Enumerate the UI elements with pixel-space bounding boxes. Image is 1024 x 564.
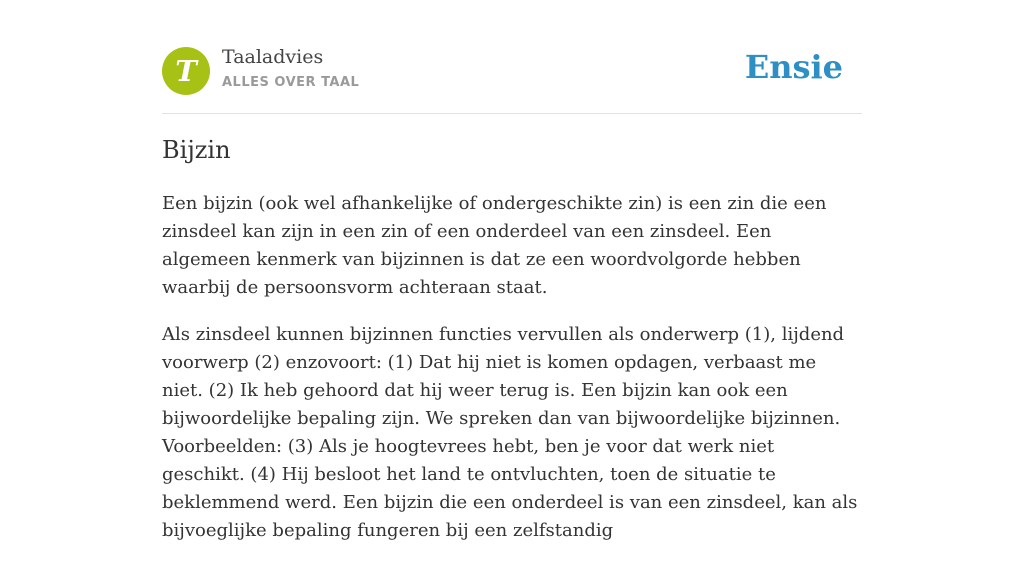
brand-logo-link[interactable]: Ensie	[744, 48, 843, 86]
article-paragraph-1: Een bijzin (ook wel afhankelijke of ondergeschikte zin) is een zin die een zinsdeel kan zijn in een zin of een onderdeel van een zinsdeel. Een algemeen kenmerk van bijzinnen is dat ze een woordvolgorde hebben waarbij de persoonsvorm achteraan staat.	[162, 193, 827, 298]
header-divider	[162, 113, 862, 114]
page-title: Bijzin	[162, 136, 231, 164]
article-body	[162, 190, 862, 564]
site-header	[162, 45, 862, 97]
article-paragraph-2: Als zinsdeel kunnen bijzinnen functies vervullen als onderwerp (1), lijdend voorwerp (2) enzovoort: (1) Dat hij niet is komen opdagen, verbaast me niet. (2) Ik heb gehoord dat hij weer terug is. Een bijzin kan ook een bijwoordelijke bepaling zijn. We spreken dan van bijwoordelijke bijzinnen. Voorbeelden: (3) Als je hoogtevrees hebt, ben je voor dat werk niet geschikt. (4) Hij besloot het land te ontvluchten, toen de situatie te beklemmend werd. Een bijzin die een onderdeel is van een zinsdeel, kan als bijvoeglijke bepaling fungeren bij een zelfstandig	[162, 324, 858, 541]
site-tagline: ALLES OVER TAAL	[222, 75, 360, 90]
site-avatar[interactable]: T	[162, 47, 210, 95]
site-name[interactable]: Taaladvies	[222, 46, 324, 68]
